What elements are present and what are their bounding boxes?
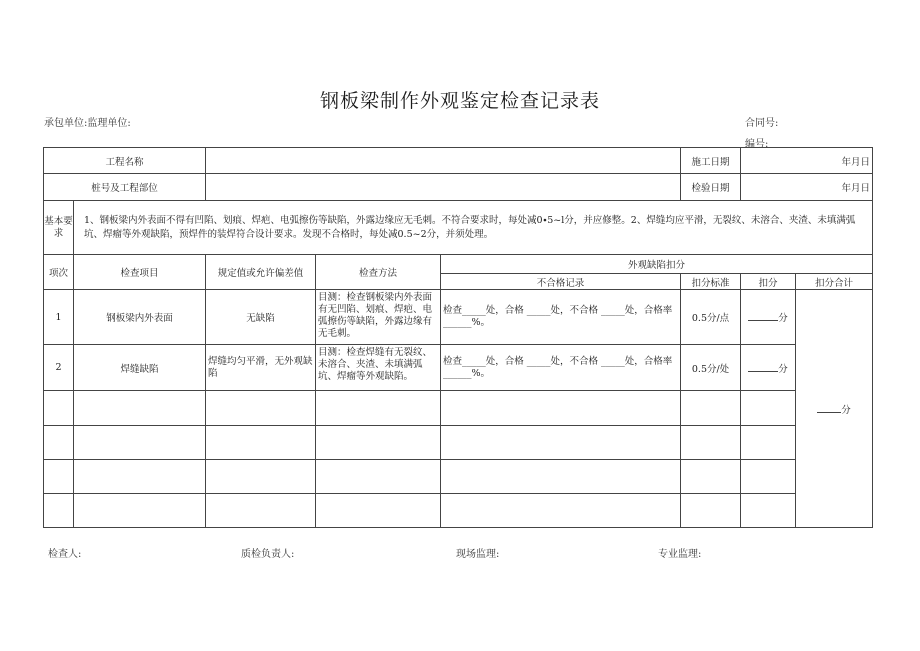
row-spec: 焊缝均匀平滑，无外观缺陷	[206, 345, 316, 391]
empty-cell[interactable]	[681, 494, 741, 528]
empty-cell[interactable]	[741, 391, 796, 426]
site-supervisor-label: 现场监理:	[456, 549, 500, 560]
pile-row	[44, 174, 873, 201]
empty-cell[interactable]	[316, 391, 441, 426]
row-item: 钢板梁内外表面	[74, 290, 206, 345]
serial-no-label: 编号:	[745, 139, 769, 150]
empty-cell[interactable]	[681, 391, 741, 426]
empty-cell[interactable]	[44, 391, 74, 426]
col-record-header: 不合格记录	[441, 274, 681, 290]
requirements-row	[44, 201, 873, 255]
row-record[interactable]: 检查_____处，合格 _____处，不合格 _____处，合格率______%。	[441, 290, 681, 345]
empty-cell[interactable]	[44, 426, 74, 460]
pile-label: 桩号及工程部位	[44, 174, 206, 201]
empty-cell[interactable]	[74, 460, 206, 494]
empty-cell[interactable]	[206, 460, 316, 494]
empty-cell[interactable]	[441, 460, 681, 494]
requirements-text: 1、钢板梁内外表面不得有凹陷、划痕、焊疤、电弧擦伤等缺陷，外露边缘应无毛刺。不符合要求时，每处减0∙5~l分，并应修整。2、焊缝均应平滑，无裂纹、未溶合、夹渣、未填满弧坑、焊瘤等外观缺陷，预焊件的装焊符合设计要求。发现不合格时，每处减0.5~2分，并须处理。	[74, 201, 873, 255]
specialist-supervisor-label: 专业监理:	[658, 549, 702, 560]
pile-field[interactable]	[206, 174, 681, 201]
contract-no-label: 合同号:	[745, 118, 779, 129]
empty-cell[interactable]	[44, 460, 74, 494]
table-row	[44, 345, 873, 391]
column-header-row-1	[44, 255, 873, 274]
row-no: 1	[44, 290, 74, 345]
inspector-label: 检查人:	[48, 549, 82, 560]
contractor-label: 承包单位:监理单位:	[44, 118, 131, 129]
table-row	[44, 460, 873, 494]
row-method: 目测：检查钢板梁内外表面有无凹陷、划痕、焊疤、电弧擦伤等缺陷，外露边缘有无毛刺。	[316, 290, 441, 345]
col-item-header: 检查项目	[74, 255, 206, 290]
row-spec: 无缺陷	[206, 290, 316, 345]
empty-cell[interactable]	[741, 494, 796, 528]
row-no: 2	[44, 345, 74, 391]
empty-cell[interactable]	[741, 426, 796, 460]
qc-lead-label: 质检负责人:	[241, 549, 295, 560]
row-deduction[interactable]: 分	[741, 290, 796, 345]
empty-cell[interactable]	[441, 426, 681, 460]
col-standard-header: 扣分标准	[681, 274, 741, 290]
col-method-header: 检查方法	[316, 255, 441, 290]
empty-cell[interactable]	[741, 460, 796, 494]
row-method: 目测：检查焊缝有无裂纹、未溶合、夹渣、未填满弧坑、焊瘤等外观缺陷。	[316, 345, 441, 391]
empty-cell[interactable]	[206, 391, 316, 426]
empty-cell[interactable]	[44, 494, 74, 528]
table-row	[44, 426, 873, 460]
requirements-label: 基本要求	[44, 201, 74, 255]
page-title: 钢板梁制作外观鉴定检查记录表	[319, 90, 600, 112]
project-name-field[interactable]	[206, 148, 681, 174]
row-item: 焊缝缺陷	[74, 345, 206, 391]
empty-cell[interactable]	[681, 460, 741, 494]
inspection-date-value[interactable]: 年月日	[741, 174, 873, 201]
empty-cell[interactable]	[206, 426, 316, 460]
col-spec-header: 规定值或允许偏差值	[206, 255, 316, 290]
empty-cell[interactable]	[74, 494, 206, 528]
col-no-header: 项次	[44, 255, 74, 290]
construction-date-label: 施工日期	[681, 148, 741, 174]
table-row	[44, 391, 873, 426]
empty-cell[interactable]	[681, 426, 741, 460]
empty-cell[interactable]	[206, 494, 316, 528]
construction-date-value[interactable]: 年月日	[741, 148, 873, 174]
total-deduction-cell[interactable]: 分	[796, 290, 873, 528]
row-record[interactable]: 检查_____处，合格 _____处，不合格 _____处，合格率______%。	[441, 345, 681, 391]
row-standard: 0.5分/点	[681, 290, 741, 345]
empty-cell[interactable]	[74, 391, 206, 426]
col-group-header: 外观缺陷扣分	[441, 255, 873, 274]
empty-cell[interactable]	[441, 391, 681, 426]
row-standard: 0.5分/处	[681, 345, 741, 391]
inspection-table	[43, 147, 873, 528]
empty-cell[interactable]	[316, 494, 441, 528]
project-name-row	[44, 148, 873, 174]
row-deduction[interactable]: 分	[741, 345, 796, 391]
inspection-date-label: 检验日期	[681, 174, 741, 201]
empty-cell[interactable]	[316, 426, 441, 460]
table-row	[44, 290, 873, 345]
col-deduction-header: 扣分	[741, 274, 796, 290]
empty-cell[interactable]	[316, 460, 441, 494]
col-total-header: 扣分合计	[796, 274, 873, 290]
table-row	[44, 494, 873, 528]
project-name-label: 工程名称	[44, 148, 206, 174]
empty-cell[interactable]	[441, 494, 681, 528]
empty-cell[interactable]	[74, 426, 206, 460]
